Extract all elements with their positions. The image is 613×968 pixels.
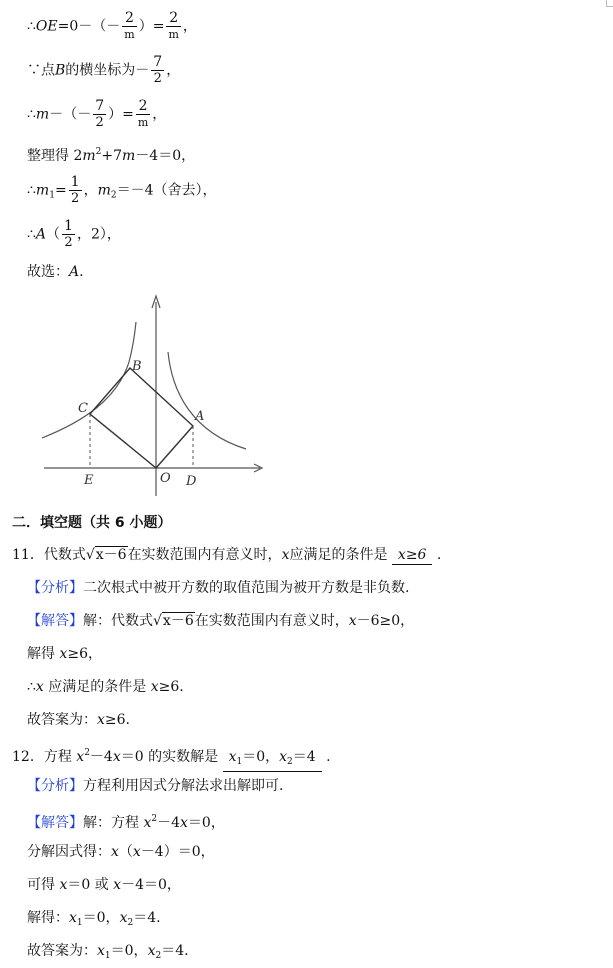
- solution-tag: 【解答】: [27, 613, 83, 629]
- square-ocba: [90, 368, 193, 468]
- q11-analysis: 【分析】二次根式中被开方数的取值范围为被开方数是非负数.: [27, 580, 410, 596]
- solution-line-choice: 故选：A.: [27, 264, 84, 280]
- section-title: 二．填空题（共 6 小题）: [12, 515, 172, 531]
- question-12: 12．方程 $x^2-4x=0$ 的实数解是 $x_1=0$，$x_2=4$ .: [12, 744, 331, 772]
- label-b: B: [132, 359, 142, 374]
- solution-line-point-a: ∴A（ $\frac{1}{2}$ ，2），: [27, 218, 121, 250]
- label-d: D: [186, 474, 197, 489]
- solution-line-oe: ∴OE=0－（－ $\frac{2}{m}$ ）= $\frac{2}{m}$ ，: [27, 10, 197, 41]
- q11-step-2: 解得 x≥6，: [27, 646, 102, 662]
- q12-step-3: 可得 x＝0 或 x－4＝0，: [27, 877, 181, 893]
- label-o: O: [160, 471, 171, 486]
- label-a: A: [195, 409, 205, 424]
- q11-step-3: ∴x 应满足的条件是 x≥6.: [27, 679, 184, 695]
- answer-blank: $x_1=0$，$x_2=4$: [223, 748, 322, 772]
- fraction: $\frac{1}{2}$: [64, 218, 73, 250]
- fraction: $\frac{7}{2}$: [95, 98, 105, 130]
- solution-tag: 【解答】: [27, 815, 83, 831]
- geometry-figure: [32, 292, 272, 502]
- q12-solution: 【解答】解：方程 $x^2-4x=0$，: [27, 814, 225, 831]
- fraction: $\frac{7}{2}$: [153, 54, 163, 86]
- solution-line-roots: $\therefore m_1=$ $\frac{1}{2}$ ，$m_2=-4$（舍去），: [27, 174, 217, 206]
- question-11: 11．代数式√x－6在实数范围内有意义时，x应满足的条件是 x≥6 .: [12, 547, 442, 563]
- fraction: $\frac{1}{2}$: [70, 174, 80, 206]
- solution-line-b-abscissa: ∵点B的横坐标为－ $\frac{7}{2}$ ，: [27, 54, 181, 86]
- fraction: $\frac{2}{m}$: [124, 10, 135, 41]
- solution-line-equation-m: ∴m－（－ $\frac{7}{2}$ ）= $\frac{2}{m}$ ，: [27, 98, 167, 130]
- right-hyperbola-branch: [168, 352, 246, 449]
- label-c: C: [78, 401, 88, 416]
- answer-blank: x≥6: [392, 546, 433, 565]
- analysis-tag: 【分析】: [27, 778, 83, 794]
- page-corner-mark: [606, 0, 613, 7]
- q12-answer: 故答案为：$x_1=0$，$x_2=4$.: [27, 943, 189, 961]
- left-hyperbola-branch: [42, 322, 136, 438]
- q12-analysis: 【分析】方程利用因式分解法求出解即可.: [27, 778, 284, 794]
- fraction: $\frac{2}{m}$: [168, 10, 179, 41]
- fraction: $\frac{2}{m}$: [137, 98, 149, 129]
- q11-solution: 【解答】解：代数式√x－6在实数范围内有意义时，x－6≥0，: [27, 613, 415, 629]
- q12-step-2: 分解因式得：x（x－4）＝0，: [27, 844, 215, 860]
- analysis-tag: 【分析】: [27, 580, 83, 596]
- radical: √x－6: [85, 547, 127, 563]
- solution-line-simplify: 整理得 $2m^2+7m-4=0$，: [27, 147, 196, 164]
- radical: √x－6: [153, 613, 194, 629]
- q11-answer: 故答案为：x≥6.: [27, 712, 130, 728]
- q12-step-4: 解得：$x_1=0$，$x_2=4$.: [27, 910, 161, 928]
- label-e: E: [84, 473, 94, 488]
